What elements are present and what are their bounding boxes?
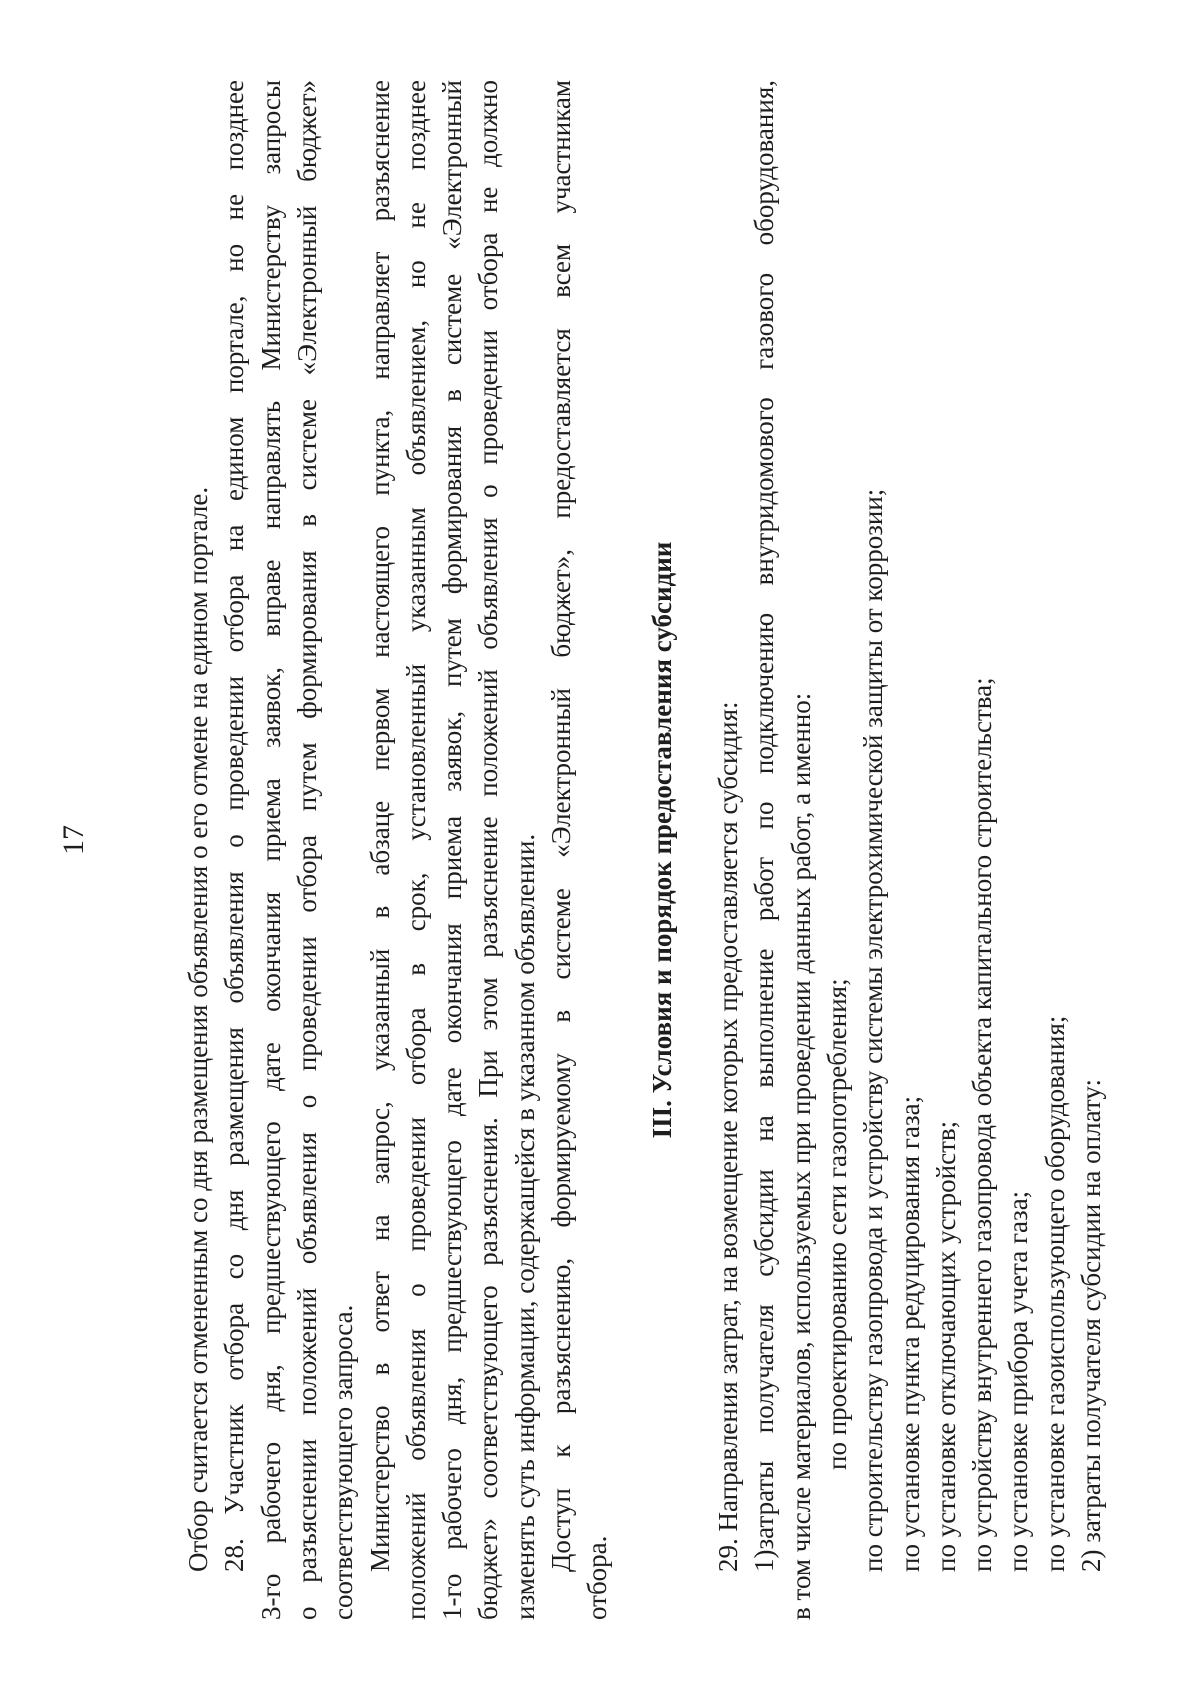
paragraph-line: соответствующего запроса. — [328, 1304, 359, 1620]
list-item: по устройству внутреннего газопровода объекта капитального строительства; — [967, 677, 998, 1572]
section-heading: III. Условия и порядок предоставления субсидии — [647, 541, 677, 1139]
paragraph-line: Министерство в ответ на запрос, указанный в абзаце первом настоящего пункта, направляет разъяснение — [364, 80, 395, 1572]
page-number: 17 — [57, 825, 90, 855]
paragraph-line: отбора. — [582, 1535, 613, 1620]
paragraph-line: Доступ к разъяснению, формируемому в системе «Электронный бюджет», предоставляется всем участникам — [546, 80, 576, 1572]
list-item: по строительству газопровода и устройству системы электрохимической защиты от коррозии; — [858, 488, 889, 1572]
paragraph-line: о разъяснении положений объявления о проведении отбора путем формирования в системе «Электронный бюджет» — [291, 80, 322, 1620]
list-item: по установке отключающих устройств; — [930, 1120, 961, 1572]
list-item: 2) затраты получателя субсидии на оплату: — [1076, 1079, 1106, 1572]
paragraph-line: 3-го рабочего дня, предшествующего дате окончания приема заявок, вправе направлять Министерству запросы — [255, 80, 286, 1620]
list-item: по установке пункта редуцирования газа; — [894, 1095, 925, 1572]
list-item: по установке прибора учета газа; — [1003, 1190, 1034, 1572]
paragraph-line: изменять суть информации, содержащейся в указанном объявлении. — [509, 833, 540, 1620]
paragraph-line: 28. Участник отбора со дня размещения объявления о проведении отбора на едином портале, но не позднее — [219, 80, 250, 1572]
paragraph-line: Отбор считается отмененным со дня размещения объявления о его отмене на едином портале. — [183, 486, 213, 1572]
paragraph-line: бюджет» соответствующего разъяснения. При этом разъяснение положений объявления о проведении отбора не должно — [473, 80, 504, 1620]
rotated-text-block — [57, 60, 1106, 1620]
paragraph-line: 1)затраты получателя субсидии на выполнение работ по подключению внутридомового газового оборудования, — [749, 80, 780, 1572]
list-item: по проектированию сети газопотребления; — [821, 978, 852, 1470]
paragraph-line: в том числе материалов, используемых при проведении данных работ, а именно: — [785, 692, 816, 1620]
paragraph-line: 29. Направления затрат, на возмещение которых предоставляется субсидия: — [713, 701, 743, 1572]
paragraph-line: 1-го рабочего дня, предшествующего дате окончания приема заявок, путем формирования в системе «Электронный — [437, 80, 468, 1620]
list-item: по установке газоиспользующего оборудования; — [1039, 1015, 1070, 1572]
paragraph-line: положений объявления о проведении отбора в срок, установленный указанным объявлением, но не позднее — [400, 80, 431, 1620]
